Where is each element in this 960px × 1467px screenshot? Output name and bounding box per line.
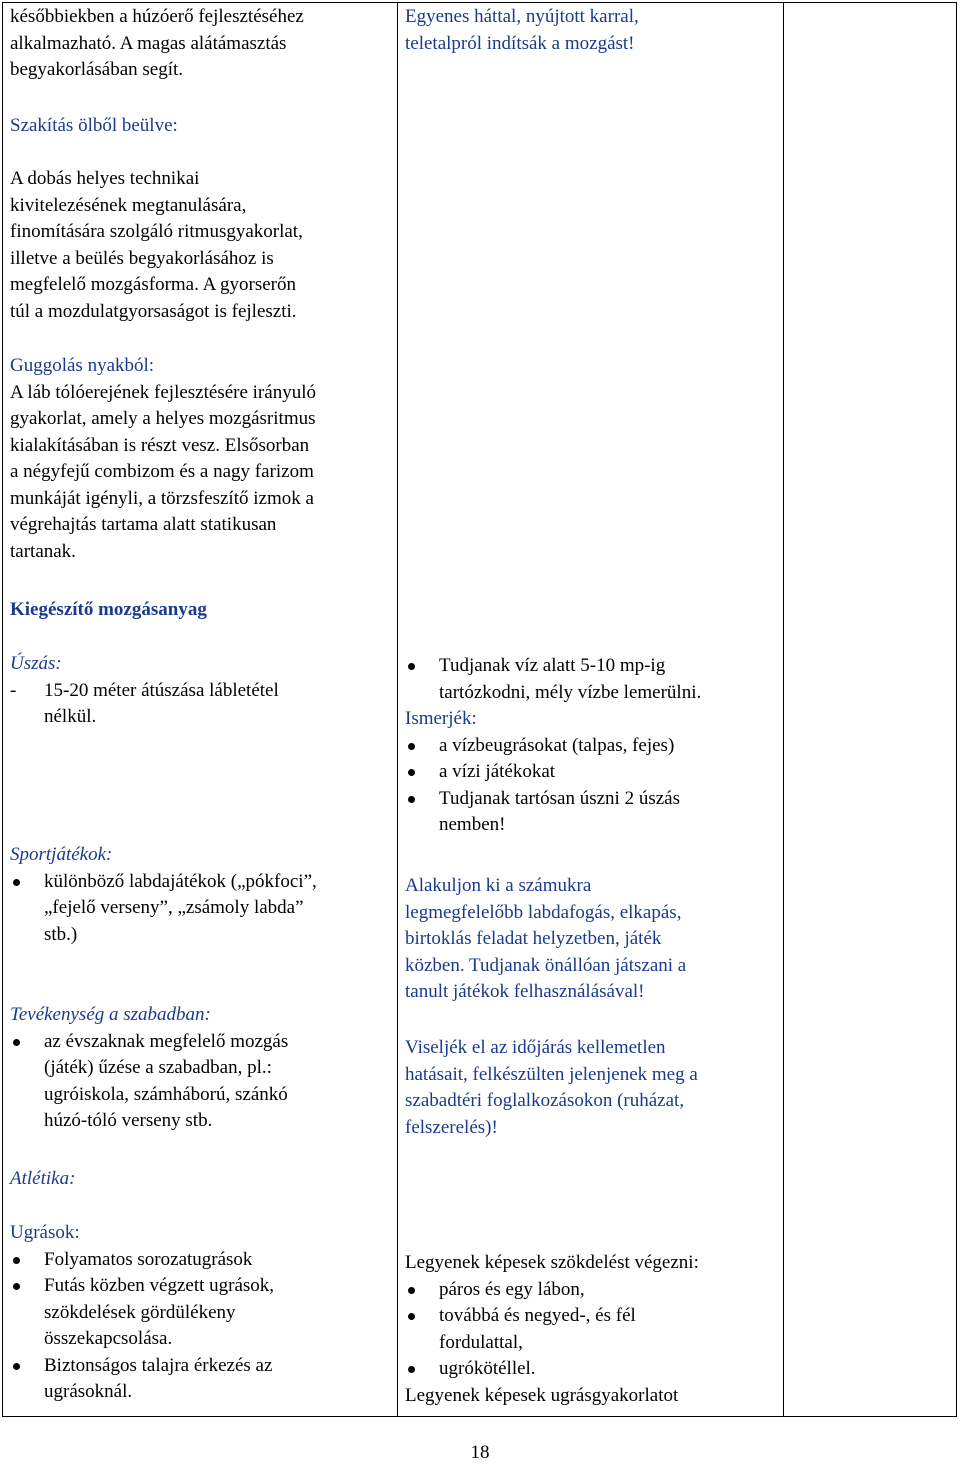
uszas-heading: Úszás: xyxy=(10,653,62,674)
list-item: Tudjanak víz alatt 5-10 mp-ig tartózkodni, mély vízbe lemerülni. xyxy=(405,653,780,706)
list-item: - 15-20 méter átúszása lábletétel nélkül. xyxy=(10,678,395,731)
ugras-requirements xyxy=(405,1250,780,1409)
ugrasok-section xyxy=(10,1220,395,1406)
ismerjek-heading: Ismerjék: xyxy=(405,708,477,729)
list-item: különböző labdajátékok („pókfoci”, „fejelő verseny”, „zsámoly labda” stb.) xyxy=(10,869,395,949)
right-top-paragraph: Egyenes háttal, nyújtott karral, teletalpról indítsák a mozgást! xyxy=(405,6,639,54)
alakuljon-paragraph: Alakuljon ki a számukra legmegfelelőbb labdafogás, elkapás, birtoklás feladat helyzetben, játék közben. Tudjanak önállóan játszani a tanult játékok felhasználásával! xyxy=(405,875,687,1002)
page-number: 18 xyxy=(470,1442,490,1463)
tevekenyseg-section xyxy=(10,1002,395,1135)
list-item: Tudjanak tartósan úszni 2 úszás nemben! xyxy=(405,786,780,839)
uszas-requirements xyxy=(405,653,780,839)
sportjatekok-heading: Sportjátékok: xyxy=(10,844,113,865)
atletika-heading: Atlétika: xyxy=(10,1168,76,1189)
guggolas-heading: Guggolás nyakból: xyxy=(10,355,155,376)
sportjatekok-section xyxy=(10,842,395,948)
list-item: páros és egy lábon, xyxy=(405,1277,780,1304)
kiegeszito-heading: Kiegészítő mozgásanyag xyxy=(10,599,207,620)
last-line: Legyenek képesek ugrásgyakorlatot xyxy=(405,1384,679,1406)
list-item: a vízi játékokat xyxy=(405,759,780,786)
szakitas-heading: Szakítás ölből beülve: xyxy=(10,115,178,136)
column-divider-1 xyxy=(397,2,398,1417)
viseljek-paragraph: Viseljék el az időjárás kellemetlen hatásait, felkészülten jelenjenek meg a szabadtéri foglalkozásokon (ruházat, felszerelés)! xyxy=(405,1037,698,1138)
list-item: az évszaknak megfelelő mozgás (játék) űzése a szabadban, pl.: ugróiskola, számháború, szánkó húzó-tóló verseny stb. xyxy=(10,1029,395,1135)
list-item: Biztonságos talajra érkezés az ugrásoknál. xyxy=(10,1353,395,1406)
szakitas-section xyxy=(10,113,395,140)
ugrasok-heading: Ugrások: xyxy=(10,1222,80,1243)
list-item: a vízbeugrásokat (talpas, fejes) xyxy=(405,733,780,760)
guggolas-section: Guggolás nyakból: A láb tólóerejének fejlesztésére irányuló gyakorlat, amely a helyes mozgásritmus kialakításában is részt vesz. Elsősorban a négyfejű combizom és a nagy farizom munkáját igényli, a törzsfeszítő izmok a végrehajtás tartama alatt statikusan tartanak. xyxy=(10,353,395,565)
uszas-section xyxy=(10,651,395,731)
column-divider-2 xyxy=(783,2,784,1417)
list-item: ugrókötéllel. xyxy=(405,1356,780,1383)
ugras-intro: Legyenek képesek szökdelést végezni: xyxy=(405,1252,699,1273)
list-item: továbbá és negyed-, és fél fordulattal, xyxy=(405,1303,780,1356)
szakitas-body: A dobás helyes technikai kivitelezésének megtanulására, finomítására szolgáló ritmusgyakorlat, illetve a beülés begyakorlásához is megfelelő mozgásforma. A gyorserőn túl a mozdulatgyorsaságot is fejleszti. xyxy=(10,168,303,322)
list-item: Futás közben végzett ugrások, szökdelések gördülékeny összekapcsolása. xyxy=(10,1273,395,1353)
tevekenyseg-heading: Tevékenység a szabadban: xyxy=(10,1004,211,1025)
list-item: Folyamatos sorozatugrások xyxy=(10,1247,395,1274)
intro-paragraph: későbbiekben a húzóerő fejlesztéséhez alkalmazható. A magas alátámasztás begyakorlásában segít. xyxy=(10,6,304,80)
